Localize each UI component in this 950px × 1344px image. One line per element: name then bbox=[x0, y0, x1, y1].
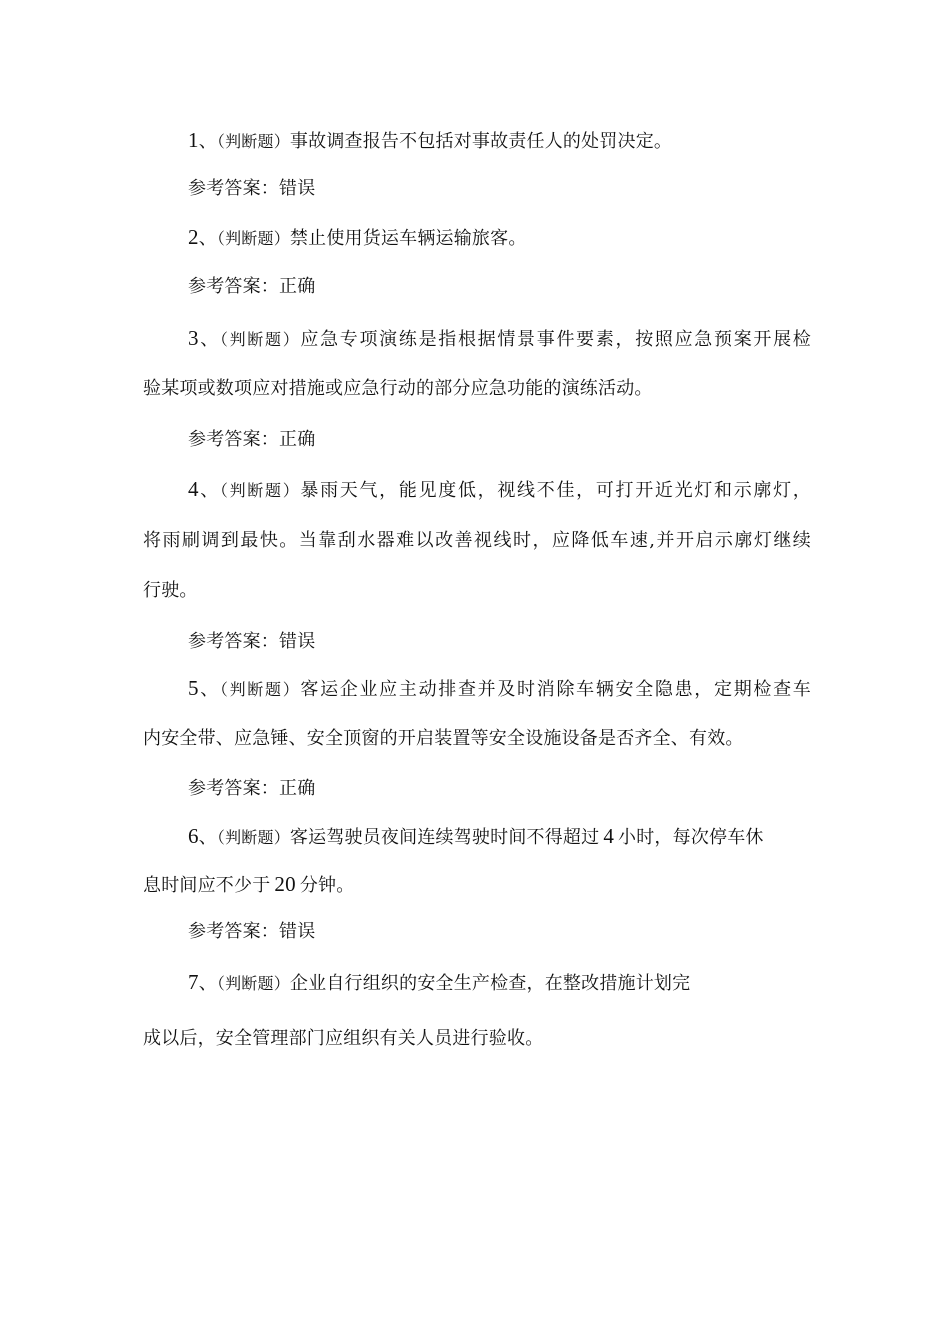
question-5-line-1 bbox=[188, 676, 811, 702]
question-text: 分钟。 bbox=[299, 875, 355, 896]
separator: 、 bbox=[198, 228, 217, 249]
answer-label: 参考答案： bbox=[188, 921, 279, 942]
question-4-line-1 bbox=[188, 477, 811, 503]
question-type-tag: （判断题） bbox=[216, 828, 290, 847]
question-text: 客运企业应主动排查并及时消除车辆安全隐患，定期检查车 bbox=[300, 679, 811, 700]
question-6-line-2 bbox=[143, 872, 823, 898]
question-text: 应急专项演练是指根据情景事件要素，按照应急预案开展检 bbox=[300, 329, 811, 350]
separator: 、 bbox=[198, 679, 220, 700]
answer-label: 参考答案： bbox=[188, 276, 279, 297]
answer-value: 正确 bbox=[279, 778, 316, 799]
question-type-tag: （判断题） bbox=[219, 330, 301, 349]
question-7-line-1 bbox=[188, 970, 868, 996]
answer-value: 正确 bbox=[279, 276, 316, 297]
question-text: 息时间应不少于 bbox=[143, 875, 271, 896]
question-6-answer bbox=[188, 920, 868, 944]
question-3-line-2 bbox=[143, 377, 823, 401]
question-text: 客运驾驶员夜间连续驾驶时间不得超过 bbox=[289, 827, 600, 848]
question-text: 企业自行组织的安全生产检查，在整改措施计划完 bbox=[289, 973, 691, 994]
answer-label: 参考答案： bbox=[188, 429, 279, 450]
question-2-line-1 bbox=[188, 225, 868, 251]
question-text: 行驶。 bbox=[143, 580, 198, 601]
answer-label: 参考答案： bbox=[188, 778, 279, 799]
question-number: 2 bbox=[188, 225, 199, 249]
question-2-answer bbox=[188, 275, 868, 299]
hours-number: 4 bbox=[603, 824, 615, 848]
question-4-line-3 bbox=[143, 579, 823, 603]
question-3-line-1 bbox=[188, 326, 811, 352]
answer-value: 错误 bbox=[279, 631, 316, 652]
question-type-tag: （判断题） bbox=[219, 481, 301, 500]
question-3-answer bbox=[188, 428, 868, 452]
question-5-answer bbox=[188, 777, 868, 801]
question-number: 1 bbox=[188, 128, 199, 152]
question-1-answer bbox=[188, 177, 868, 201]
answer-label: 参考答案： bbox=[188, 631, 279, 652]
question-text: 验某项或数项应对措施或应急行动的部分应急功能的演练活动。 bbox=[143, 378, 653, 399]
question-5-line-2 bbox=[143, 727, 823, 751]
separator: 、 bbox=[198, 329, 220, 350]
question-text: 事故调查报告不包括对事故责任人的处罚决定。 bbox=[289, 131, 673, 152]
question-text: 禁止使用货运车辆运输旅客。 bbox=[289, 228, 527, 249]
question-type-tag: （判断题） bbox=[216, 974, 290, 993]
question-number: 6 bbox=[188, 824, 199, 848]
question-4-answer bbox=[188, 630, 868, 654]
separator: 、 bbox=[198, 131, 217, 152]
answer-value: 错误 bbox=[279, 921, 316, 942]
question-1-line-1 bbox=[188, 128, 868, 154]
answer-label: 参考答案： bbox=[188, 178, 279, 199]
question-6-line-1 bbox=[188, 824, 868, 850]
question-number: 7 bbox=[188, 970, 199, 994]
question-text: 内安全带、应急锤、安全顶窗的开启装置等安全设施设备是否齐全、有效。 bbox=[143, 728, 744, 749]
separator: 、 bbox=[198, 480, 220, 501]
question-number: 5 bbox=[188, 676, 199, 700]
question-text: 将雨刷调到最快。当靠刮水器难以改善视线时，应降低车速,并开启示廓灯继续 bbox=[143, 530, 811, 551]
separator: 、 bbox=[198, 827, 217, 848]
separator: 、 bbox=[198, 973, 217, 994]
question-7-line-2 bbox=[143, 1027, 823, 1051]
question-number: 3 bbox=[188, 326, 199, 350]
question-text: 小时，每次停车休 bbox=[618, 827, 764, 848]
question-text: 暴雨天气，能见度低，视线不佳，可打开近光灯和示廓灯， bbox=[300, 480, 811, 501]
question-type-tag: （判断题） bbox=[216, 132, 290, 151]
minutes-number: 20 bbox=[274, 872, 296, 896]
answer-value: 错误 bbox=[279, 178, 316, 199]
question-4-line-2 bbox=[143, 529, 811, 553]
question-type-tag: （判断题） bbox=[216, 229, 290, 248]
question-type-tag: （判断题） bbox=[219, 680, 301, 699]
question-text: 成以后，安全管理部门应组织有关人员进行验收。 bbox=[143, 1028, 544, 1049]
question-number: 4 bbox=[188, 477, 199, 501]
answer-value: 正确 bbox=[279, 429, 316, 450]
